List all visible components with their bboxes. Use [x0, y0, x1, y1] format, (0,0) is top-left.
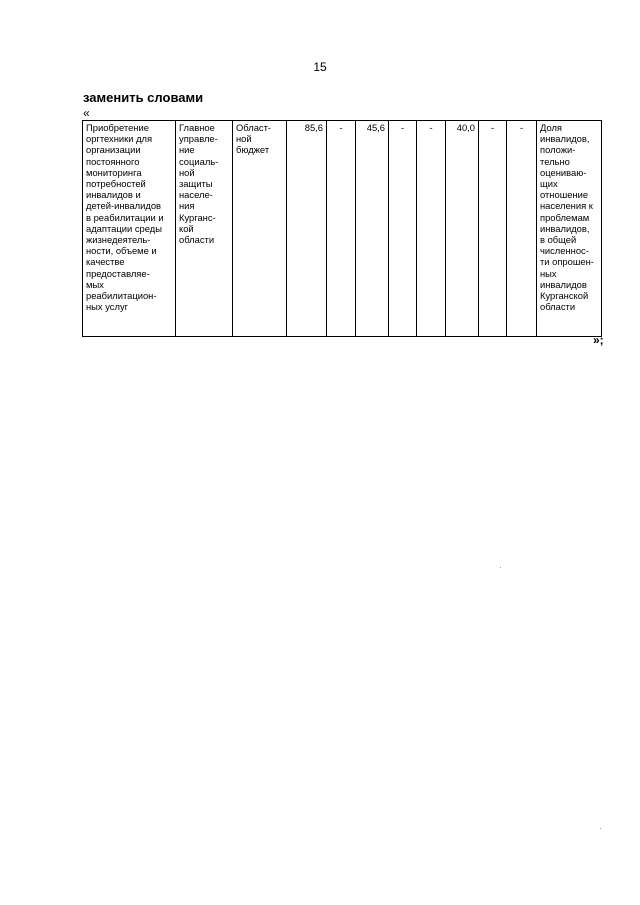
indicator-line: ти опрошен-	[540, 256, 594, 268]
value-cell: 40,0	[446, 121, 479, 337]
value-cell: -	[389, 121, 417, 337]
executor-line: социаль-	[179, 155, 219, 167]
indicator-line: проблемам	[540, 211, 590, 223]
heading: заменить словами	[83, 90, 204, 105]
activity-line: ности, объеме и	[86, 245, 157, 257]
activity-line: мониторинга	[86, 166, 142, 178]
indicator-line: Доля	[540, 122, 563, 133]
activity-line: адаптации среды	[86, 222, 162, 234]
indicator-line: инвалидов,	[540, 133, 590, 145]
scan-speck	[500, 567, 501, 568]
closing-quote: »;	[593, 333, 604, 347]
scan-speck	[600, 828, 601, 829]
executor-cell	[176, 121, 233, 337]
value-cell: -	[417, 121, 446, 337]
indicator-line: Курганской	[540, 290, 589, 302]
executor-line: ние	[179, 144, 195, 156]
activity-line: организации	[86, 144, 141, 156]
activity-line: инвалидов и	[86, 189, 141, 201]
activity-line: Приобретение	[86, 122, 149, 133]
activity-line: жизнедеятель-	[86, 234, 151, 246]
activity-line: постоянного	[86, 155, 140, 167]
executor-line: Главное	[179, 122, 215, 133]
indicator-line: области	[540, 301, 576, 313]
executor-line: управле-	[179, 133, 218, 145]
page-number: 15	[313, 60, 327, 74]
indicator-line: положи-	[540, 144, 576, 156]
value-cell: -	[507, 121, 537, 337]
indicator-line: численнос-	[540, 245, 589, 257]
indicator-line: инвалидов,	[540, 222, 590, 234]
executor-line: области	[179, 234, 215, 246]
activity-line: оргтехники для	[86, 133, 153, 145]
funding-source-line: бюджет	[236, 144, 270, 156]
value-cell: -	[327, 121, 356, 337]
executor-line: защиты	[179, 178, 213, 190]
indicator-line: населения к	[540, 200, 593, 212]
funding-source-cell	[233, 121, 287, 337]
indicator-line: инвалидов	[540, 278, 587, 290]
indicator-line: тельно	[540, 155, 570, 167]
indicator-line: оцениваю-	[540, 166, 587, 178]
value-cell: 45,6	[356, 121, 389, 337]
indicator-line: в общей	[540, 234, 577, 246]
indicator-cell	[537, 121, 602, 337]
activity-line: ных услуг	[86, 301, 129, 313]
opening-quote: «	[83, 106, 90, 120]
value-cell: 85,6	[287, 121, 327, 337]
table-row	[83, 121, 602, 337]
value-cell: -	[479, 121, 507, 337]
activity-line: реабилитацион-	[86, 290, 157, 302]
activity-line: предоставляе-	[86, 267, 150, 279]
activity-line: мых	[86, 278, 104, 290]
indicator-line: щих	[540, 178, 558, 190]
funding-source-line: Област-	[236, 122, 272, 133]
executor-line: кой	[179, 222, 194, 234]
activity-line: качестве	[86, 256, 125, 268]
indicator-line: ных	[540, 267, 557, 279]
executor-line: Курганс-	[179, 211, 216, 223]
activity-line: в реабилитации и	[86, 211, 164, 223]
executor-line: ной	[179, 166, 195, 178]
activity-line: потребностей	[86, 178, 146, 190]
program-table	[82, 120, 602, 337]
executor-line: населе-	[179, 189, 213, 201]
indicator-line: отношение	[540, 189, 589, 201]
activity-cell	[83, 121, 176, 337]
activity-line: детей-инвалидов	[86, 200, 162, 212]
funding-source-line: ной	[236, 133, 252, 145]
executor-line: ния	[179, 200, 195, 212]
